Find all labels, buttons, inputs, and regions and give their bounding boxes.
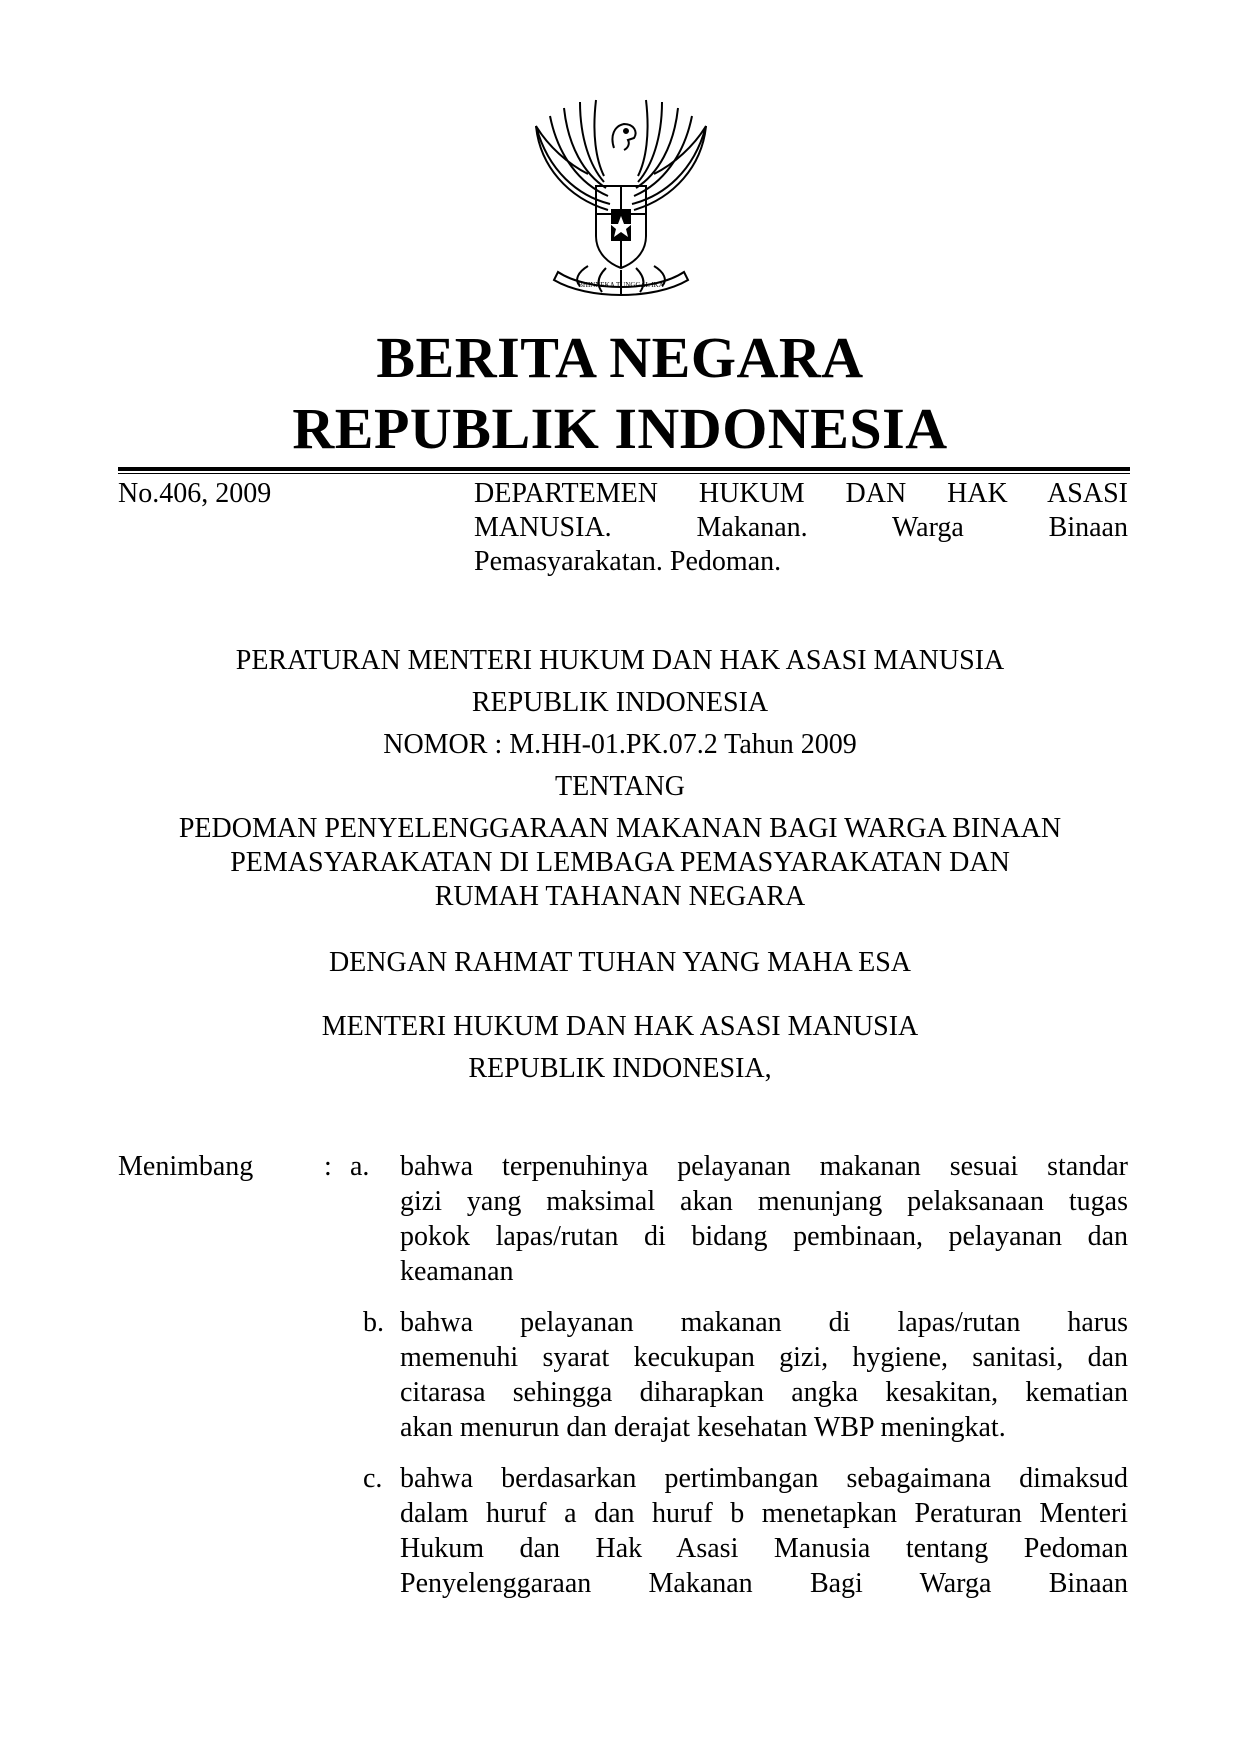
- item-line: bahwa pelayanan makanan di lapas/rutan harus: [400, 1307, 1128, 1338]
- header-rule-thick: [118, 467, 1130, 471]
- item-line: citarasa sehingga diharapkan angka kesakitan, kematian: [400, 1377, 1128, 1408]
- item-line: Hukum dan Hak Asasi Manusia tentang Pedoman: [400, 1533, 1128, 1564]
- item-marker: b.: [363, 1307, 384, 1338]
- header-rule-thin: [118, 473, 1130, 474]
- item-line: akan menurun dan derajat kesehatan WBP meningkat.: [400, 1412, 1006, 1443]
- regulation-subject-line: PEMASYARAKATAN DI LEMBAGA PEMASYARAKATAN DAN: [230, 847, 1010, 878]
- regulation-title-line2: REPUBLIK INDONESIA: [471, 687, 769, 718]
- subject-line: Pemasyarakatan. Pedoman.: [474, 546, 782, 577]
- regulation-subject-line: PEDOMAN PENYELENGGARAAN MAKANAN BAGI WARGA BINAAN: [178, 813, 1062, 844]
- item-line: dalam huruf a dan huruf b menetapkan Peraturan Menteri: [400, 1498, 1128, 1529]
- masthead-title-line1: BERITA NEGARA: [376, 325, 864, 390]
- minister-line1: MENTERI HUKUM DAN HAK ASASI MANUSIA: [321, 1011, 919, 1042]
- item-line: bahwa berdasarkan pertimbangan sebagaimana dimaksud: [400, 1463, 1128, 1494]
- item-line: pokok lapas/rutan di bidang pembinaan, pelayanan dan: [400, 1221, 1128, 1252]
- item-line: memenuhi syarat kecukupan gizi, hygiene, sanitasi, dan: [400, 1342, 1128, 1373]
- regulation-subject-line: RUMAH TAHANAN NEGARA: [434, 881, 806, 912]
- considering-label: Menimbang: [118, 1151, 254, 1182]
- minister-line2: REPUBLIK INDONESIA,: [468, 1053, 772, 1084]
- regulation-title-line1: PERATURAN MENTERI HUKUM DAN HAK ASASI MANUSIA: [235, 645, 1005, 676]
- gazette-number: No.406, 2009: [118, 478, 272, 509]
- masthead-title-line2: REPUBLIK INDONESIA: [292, 396, 948, 461]
- item-line: bahwa terpenuhinya pelayanan makanan sesuai standar: [400, 1151, 1128, 1182]
- item-marker: a.: [350, 1151, 370, 1182]
- item-line: Penyelenggaraan Makanan Bagi Warga Binaan: [400, 1568, 1128, 1599]
- regulation-about: TENTANG: [555, 771, 685, 802]
- subject-line: DEPARTEMEN HUKUM DAN HAK ASASI: [474, 478, 1128, 509]
- item-marker: c.: [363, 1463, 383, 1494]
- garuda-emblem-icon: [518, 86, 724, 298]
- considering-colon: :: [324, 1151, 332, 1182]
- item-line: keamanan: [400, 1256, 514, 1287]
- subject-line: MANUSIA. Makanan. Warga Binaan: [474, 512, 1128, 543]
- item-line: gizi yang maksimal akan menunjang pelaksanaan tugas: [400, 1186, 1128, 1217]
- invocation: DENGAN RAHMAT TUHAN YANG MAHA ESA: [328, 947, 912, 978]
- regulation-number: NOMOR : M.HH-01.PK.07.2 Tahun 2009: [383, 729, 857, 760]
- svg-text:BHINNEKA TUNGGAL IKA: BHINNEKA TUNGGAL IKA: [578, 281, 664, 289]
